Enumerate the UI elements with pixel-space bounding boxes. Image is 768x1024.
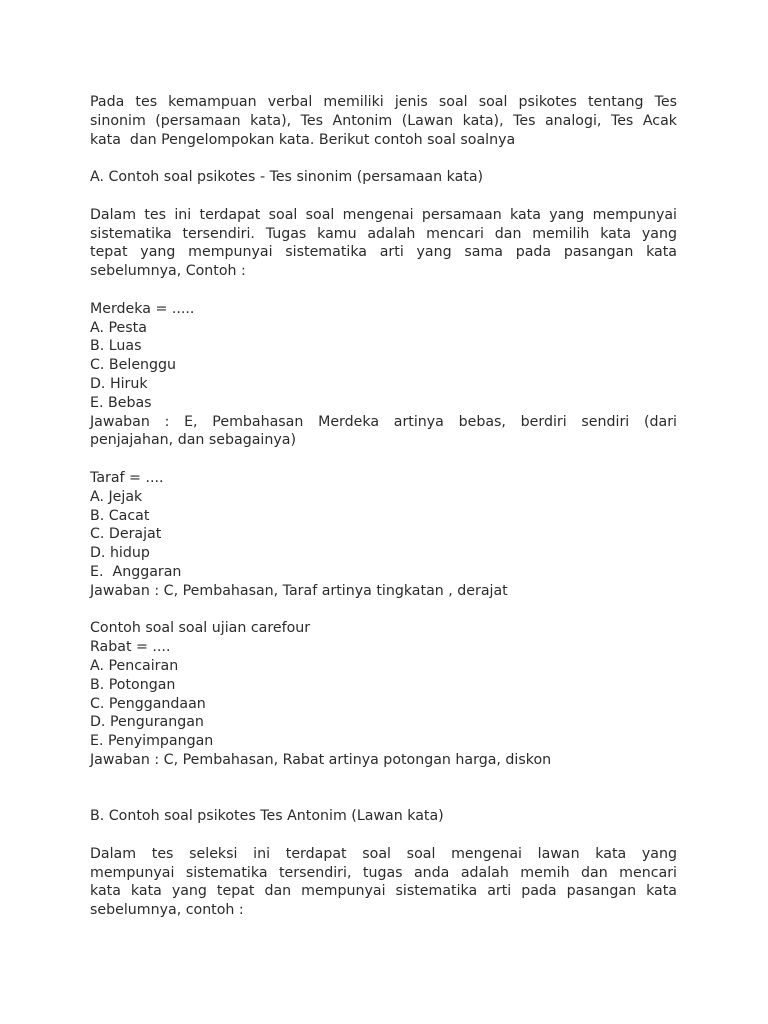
question-block-rabat [90,619,677,769]
question-option: B. Luas [90,338,142,355]
description-line: Dalam tes ini terdapat soal soal mengenai persamaan kata yang mempunyai [90,206,677,223]
question-option: E. Penyimpangan [90,733,214,750]
question-option: E. Bebas [90,394,152,411]
question-prompt: Taraf = .... [90,469,164,486]
description-line: sistematika tersendiri. Tugas kamu adalah mencari dan memilih kata yang [90,225,677,242]
question-option: C. Derajat [90,526,162,543]
section-b-description [90,845,677,920]
intro-line: Pada tes kemampuan verbal memiliki jenis soal soal psikotes tentang Tes [90,94,677,110]
question-block-merdeka [90,300,677,450]
question-option: A. Pesta [90,319,147,336]
question-prompt: Merdeka = ..... [90,300,195,317]
question-option: A. Jejak [90,488,143,505]
question-option: B. Potongan [90,676,176,693]
question-option: A. Pencairan [90,657,179,674]
question-option: C. Belenggu [90,357,177,374]
intro-line: sinonim (persamaan kata), Tes Antonim (Lawan kata), Tes analogi, Tes Acak [90,112,677,129]
question-option: D. Pengurangan [90,714,204,731]
description-line: sebelumnya, contoh : [90,902,244,919]
section-a-heading: A. Contoh soal psikotes - Tes sinonim (persamaan kata) [90,169,484,186]
question-prompt: Rabat = .... [90,639,171,656]
answer-line: penjajahan, dan sebagainya) [90,432,296,449]
intro-line: kata dan Pengelompokan kata. Berikut contoh soal soalnya [90,131,516,148]
intro-paragraph [90,93,677,149]
document-page [90,93,677,920]
question-block-taraf [90,469,677,601]
question-option: D. hidup [90,545,150,562]
question-option: D. Hiruk [90,375,148,392]
description-line: Dalam tes seleksi ini terdapat soal soal mengenai lawan kata yang [90,845,677,862]
section-a-description [90,206,677,281]
question-option: E. Anggaran [90,563,182,580]
answer-line: Jawaban : C, Pembahasan, Rabat artinya potongan harga, diskon [90,751,552,768]
question-option: B. Cacat [90,507,150,524]
section-b-heading: B. Contoh soal psikotes Tes Antonim (Lawan kata) [90,808,444,825]
answer-line: Jawaban : E, Pembahasan Merdeka artinya bebas, berdiri sendiri (dari [90,413,677,430]
question-option: C. Penggandaan [90,695,206,712]
description-line: tepat yang mempunyai sistematika arti yang sama pada pasangan kata [90,244,677,261]
description-line: kata kata yang tepat dan mempunyai sistematika arti pada pasangan kata [90,883,677,900]
answer-line: Jawaban : C, Pembahasan, Taraf artinya tingkatan , derajat [90,582,508,599]
description-line: mempunyai sistematika tersendiri, tugas anda adalah memih dan mencari [90,864,677,881]
question-intro: Contoh soal soal ujian carefour [90,620,311,637]
description-line: sebelumnya, Contoh : [90,263,246,280]
